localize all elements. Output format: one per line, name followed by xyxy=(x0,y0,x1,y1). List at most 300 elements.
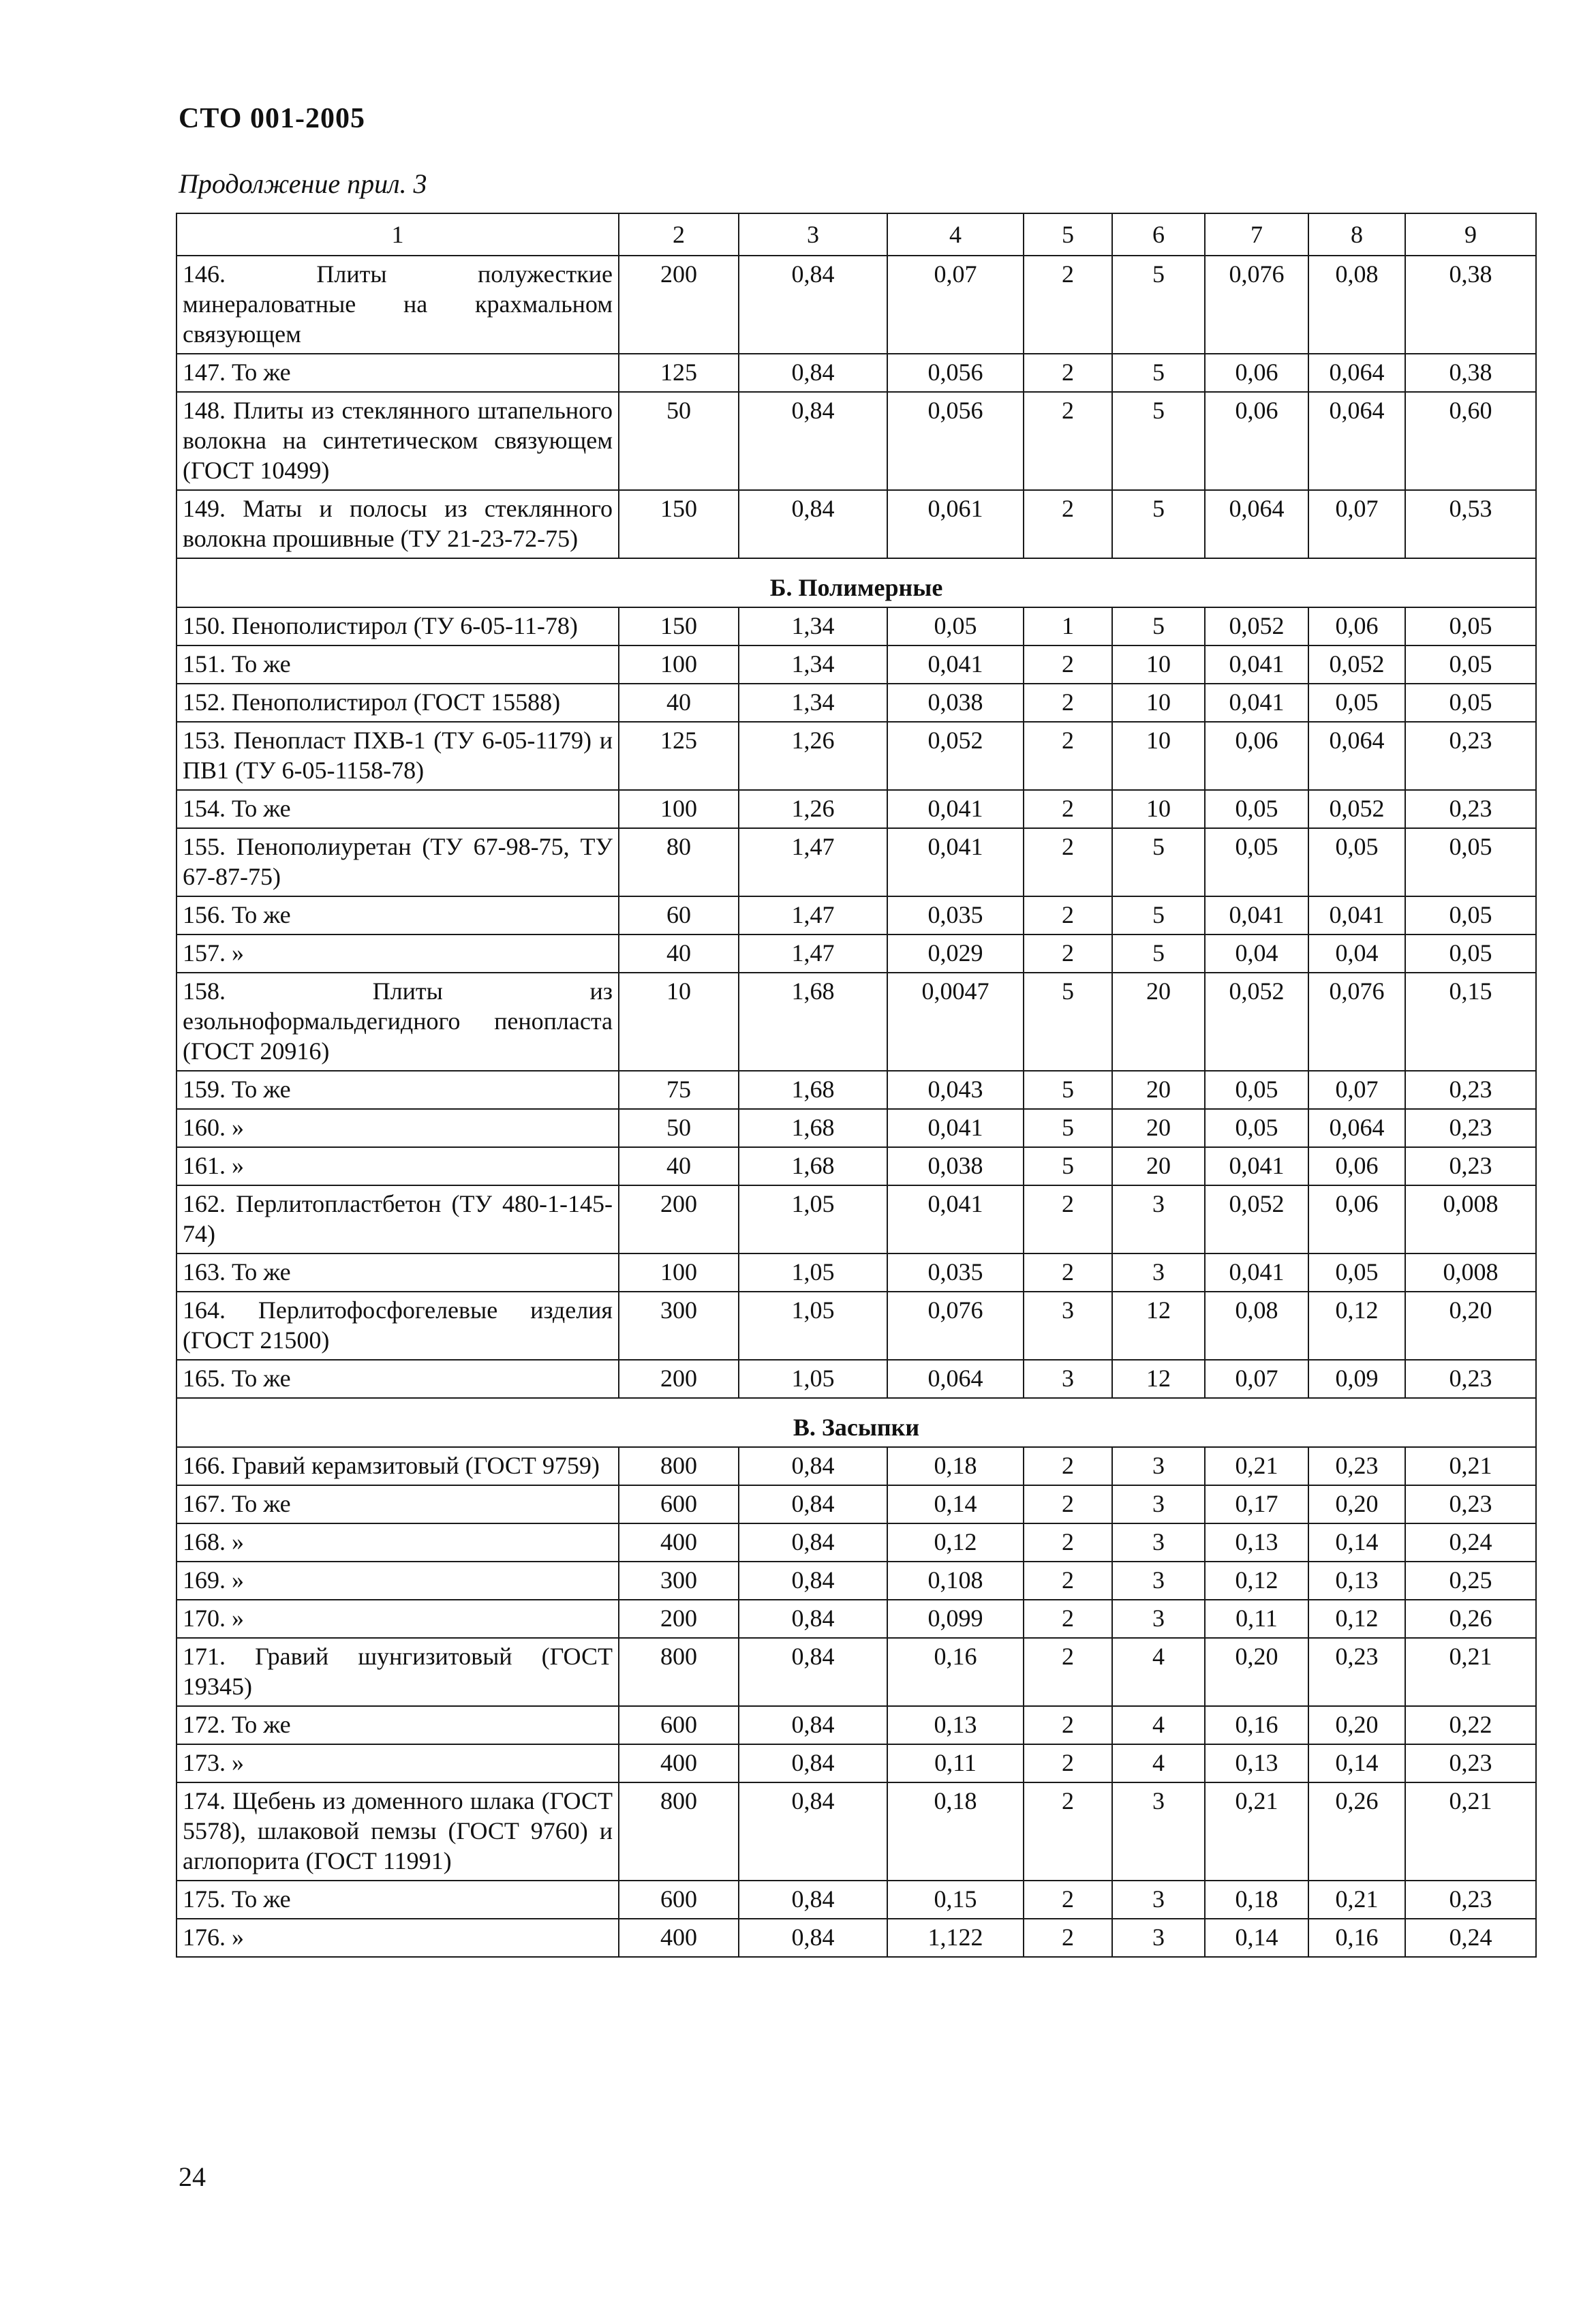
value-cell: 0,041 xyxy=(887,645,1024,684)
value-cell: 3 xyxy=(1112,1881,1205,1919)
value-cell: 1,26 xyxy=(739,790,887,828)
value-cell: 1,68 xyxy=(739,973,887,1071)
value-cell: 0,18 xyxy=(887,1447,1024,1485)
value-cell: 2 xyxy=(1024,490,1112,558)
value-cell: 0,16 xyxy=(887,1638,1024,1706)
value-cell: 5 xyxy=(1112,896,1205,934)
value-cell: 1,34 xyxy=(739,684,887,722)
value-cell: 125 xyxy=(619,722,739,790)
value-cell: 0,84 xyxy=(739,354,887,392)
value-cell: 0,20 xyxy=(1405,1292,1536,1360)
value-cell: 2 xyxy=(1024,354,1112,392)
value-cell: 0,21 xyxy=(1405,1638,1536,1706)
value-cell: 10 xyxy=(1112,645,1205,684)
table-row xyxy=(177,722,1536,790)
value-cell: 0,84 xyxy=(739,490,887,558)
value-cell: 100 xyxy=(619,645,739,684)
value-cell: 125 xyxy=(619,354,739,392)
value-cell: 0,08 xyxy=(1205,1292,1308,1360)
table-row xyxy=(177,392,1536,490)
value-cell: 0,84 xyxy=(739,1562,887,1600)
value-cell: 0,84 xyxy=(739,1744,887,1782)
value-cell: 5 xyxy=(1112,490,1205,558)
table-row xyxy=(177,1881,1536,1919)
value-cell: 0,06 xyxy=(1205,392,1308,490)
value-cell: 10 xyxy=(1112,684,1205,722)
value-cell: 0,14 xyxy=(887,1485,1024,1523)
table-row xyxy=(177,1782,1536,1881)
material-name-cell: 166. Гравий керамзитовый (ГОСТ 9759) xyxy=(177,1447,619,1485)
value-cell: 800 xyxy=(619,1638,739,1706)
value-cell: 0,05 xyxy=(1405,607,1536,645)
value-cell: 20 xyxy=(1112,1109,1205,1147)
value-cell: 10 xyxy=(619,973,739,1071)
material-name-cell: 174. Щебень из доменного шлака (ГОСТ 5578), шлаковой пемзы (ГОСТ 9760) и аглопорита (ГОСТ 11991) xyxy=(177,1782,619,1881)
value-cell: 0,12 xyxy=(1308,1600,1405,1638)
value-cell: 0,056 xyxy=(887,354,1024,392)
value-cell: 300 xyxy=(619,1292,739,1360)
column-number: 2 xyxy=(619,213,739,256)
value-cell: 3 xyxy=(1112,1600,1205,1638)
column-number: 3 xyxy=(739,213,887,256)
value-cell: 0,008 xyxy=(1405,1185,1536,1253)
value-cell: 0,84 xyxy=(739,1706,887,1744)
column-number: 6 xyxy=(1112,213,1205,256)
value-cell: 0,06 xyxy=(1205,722,1308,790)
value-cell: 2 xyxy=(1024,1638,1112,1706)
value-cell: 0,23 xyxy=(1405,1109,1536,1147)
material-name-cell: 173. » xyxy=(177,1744,619,1782)
value-cell: 0,041 xyxy=(1205,896,1308,934)
table-row xyxy=(177,790,1536,828)
material-name-cell: 165. То же xyxy=(177,1360,619,1398)
value-cell: 0,11 xyxy=(1205,1600,1308,1638)
value-cell: 0,53 xyxy=(1405,490,1536,558)
value-cell: 3 xyxy=(1112,1447,1205,1485)
value-cell: 0,84 xyxy=(739,1782,887,1881)
value-cell: 0,04 xyxy=(1308,934,1405,973)
value-cell: 0,064 xyxy=(1205,490,1308,558)
material-name-cell: 156. То же xyxy=(177,896,619,934)
value-cell: 10 xyxy=(1112,790,1205,828)
column-number: 4 xyxy=(887,213,1024,256)
value-cell: 0,029 xyxy=(887,934,1024,973)
value-cell: 0,21 xyxy=(1405,1447,1536,1485)
value-cell: 200 xyxy=(619,1600,739,1638)
value-cell: 0,84 xyxy=(739,392,887,490)
table-row xyxy=(177,354,1536,392)
value-cell: 2 xyxy=(1024,896,1112,934)
value-cell: 10 xyxy=(1112,722,1205,790)
value-cell: 2 xyxy=(1024,1447,1112,1485)
value-cell: 0,23 xyxy=(1405,1147,1536,1185)
value-cell: 3 xyxy=(1024,1360,1112,1398)
value-cell: 50 xyxy=(619,392,739,490)
value-cell: 5 xyxy=(1112,828,1205,896)
value-cell: 0,23 xyxy=(1308,1447,1405,1485)
value-cell: 0,052 xyxy=(1308,645,1405,684)
value-cell: 0,041 xyxy=(887,1185,1024,1253)
value-cell: 0,14 xyxy=(1205,1919,1308,1957)
material-name-cell: 158. Плиты из езольноформальдегидного пенопласта (ГОСТ 20916) xyxy=(177,973,619,1071)
value-cell: 5 xyxy=(1112,256,1205,354)
column-number-row xyxy=(177,213,1536,256)
value-cell: 3 xyxy=(1024,1292,1112,1360)
table-row xyxy=(177,607,1536,645)
value-cell: 400 xyxy=(619,1919,739,1957)
table-row xyxy=(177,1706,1536,1744)
value-cell: 0,17 xyxy=(1205,1485,1308,1523)
table-row xyxy=(177,896,1536,934)
value-cell: 0,099 xyxy=(887,1600,1024,1638)
value-cell: 0,12 xyxy=(887,1523,1024,1562)
value-cell: 0,24 xyxy=(1405,1523,1536,1562)
value-cell: 0,05 xyxy=(1205,1109,1308,1147)
value-cell: 2 xyxy=(1024,256,1112,354)
material-name-cell: 176. » xyxy=(177,1919,619,1957)
table-row xyxy=(177,1919,1536,1957)
table-row xyxy=(177,1562,1536,1600)
value-cell: 150 xyxy=(619,490,739,558)
value-cell: 0,11 xyxy=(887,1744,1024,1782)
value-cell: 3 xyxy=(1112,1253,1205,1292)
value-cell: 0,15 xyxy=(1405,973,1536,1071)
value-cell: 200 xyxy=(619,1360,739,1398)
material-name-cell: 152. Пенополистирол (ГОСТ 15588) xyxy=(177,684,619,722)
column-number: 7 xyxy=(1205,213,1308,256)
document-code: СТО 001-2005 xyxy=(179,103,365,134)
value-cell: 0,07 xyxy=(1308,1071,1405,1109)
value-cell: 0,12 xyxy=(1308,1292,1405,1360)
value-cell: 0,84 xyxy=(739,1523,887,1562)
value-cell: 200 xyxy=(619,256,739,354)
value-cell: 1 xyxy=(1024,607,1112,645)
value-cell: 2 xyxy=(1024,1253,1112,1292)
value-cell: 1,34 xyxy=(739,645,887,684)
value-cell: 0,06 xyxy=(1205,354,1308,392)
material-name-cell: 168. » xyxy=(177,1523,619,1562)
value-cell: 2 xyxy=(1024,645,1112,684)
value-cell: 50 xyxy=(619,1109,739,1147)
value-cell: 0,16 xyxy=(1308,1919,1405,1957)
page-number: 24 xyxy=(179,2161,206,2192)
value-cell: 2 xyxy=(1024,1782,1112,1881)
value-cell: 0,84 xyxy=(739,256,887,354)
value-cell: 2 xyxy=(1024,1600,1112,1638)
column-number: 5 xyxy=(1024,213,1112,256)
material-name-cell: 169. » xyxy=(177,1562,619,1600)
value-cell: 0,07 xyxy=(887,256,1024,354)
material-name-cell: 170. » xyxy=(177,1600,619,1638)
material-name-cell: 161. » xyxy=(177,1147,619,1185)
value-cell: 0,05 xyxy=(1308,684,1405,722)
value-cell: 2 xyxy=(1024,1706,1112,1744)
value-cell: 0,14 xyxy=(1308,1523,1405,1562)
value-cell: 0,16 xyxy=(1205,1706,1308,1744)
value-cell: 12 xyxy=(1112,1360,1205,1398)
section-row xyxy=(177,1398,1536,1447)
material-name-cell: 175. То же xyxy=(177,1881,619,1919)
value-cell: 2 xyxy=(1024,790,1112,828)
value-cell: 0,84 xyxy=(739,1919,887,1957)
value-cell: 0,23 xyxy=(1405,1881,1536,1919)
value-cell: 5 xyxy=(1112,392,1205,490)
column-number: 1 xyxy=(177,213,619,256)
value-cell: 300 xyxy=(619,1562,739,1600)
material-name-cell: 153. Пенопласт ПХВ-1 (ТУ 6-05-1179) и ПВ1 (ТУ 6-05-1158-78) xyxy=(177,722,619,790)
value-cell: 0,20 xyxy=(1308,1706,1405,1744)
value-cell: 0,13 xyxy=(887,1706,1024,1744)
value-cell: 2 xyxy=(1024,722,1112,790)
value-cell: 60 xyxy=(619,896,739,934)
value-cell: 0,064 xyxy=(1308,354,1405,392)
value-cell: 3 xyxy=(1112,1523,1205,1562)
value-cell: 0,041 xyxy=(1308,896,1405,934)
table-row xyxy=(177,1253,1536,1292)
material-name-cell: 148. Плиты из стеклянного штапельного волокна на синтетическом связующем (ГОСТ 10499) xyxy=(177,392,619,490)
value-cell: 0,21 xyxy=(1205,1447,1308,1485)
value-cell: 0,05 xyxy=(1405,645,1536,684)
value-cell: 0,05 xyxy=(1205,790,1308,828)
value-cell: 1,26 xyxy=(739,722,887,790)
table-row xyxy=(177,1071,1536,1109)
value-cell: 40 xyxy=(619,1147,739,1185)
value-cell: 1,34 xyxy=(739,607,887,645)
value-cell: 2 xyxy=(1024,1523,1112,1562)
value-cell: 0,06 xyxy=(1308,1185,1405,1253)
value-cell: 4 xyxy=(1112,1706,1205,1744)
value-cell: 0,035 xyxy=(887,1253,1024,1292)
table-row xyxy=(177,1185,1536,1253)
value-cell: 0,23 xyxy=(1405,790,1536,828)
value-cell: 0,21 xyxy=(1205,1782,1308,1881)
table-row xyxy=(177,934,1536,973)
table-row xyxy=(177,490,1536,558)
table-row xyxy=(177,256,1536,354)
value-cell: 5 xyxy=(1024,1071,1112,1109)
value-cell: 3 xyxy=(1112,1185,1205,1253)
value-cell: 0,26 xyxy=(1308,1782,1405,1881)
value-cell: 0,08 xyxy=(1308,256,1405,354)
continuation-note: Продолжение прил. 3 xyxy=(179,168,427,199)
value-cell: 0,05 xyxy=(1308,1253,1405,1292)
value-cell: 0,07 xyxy=(1205,1360,1308,1398)
value-cell: 1,05 xyxy=(739,1292,887,1360)
value-cell: 0,076 xyxy=(887,1292,1024,1360)
value-cell: 800 xyxy=(619,1782,739,1881)
material-name-cell: 151. То же xyxy=(177,645,619,684)
section-title: Б. Полимерные xyxy=(177,558,1536,607)
value-cell: 0,041 xyxy=(1205,645,1308,684)
value-cell: 0,064 xyxy=(1308,722,1405,790)
value-cell: 0,06 xyxy=(1308,607,1405,645)
value-cell: 0,05 xyxy=(1405,684,1536,722)
value-cell: 40 xyxy=(619,934,739,973)
value-cell: 0,05 xyxy=(1405,934,1536,973)
table-row xyxy=(177,1600,1536,1638)
value-cell: 0,84 xyxy=(739,1881,887,1919)
table-body xyxy=(177,213,1536,1957)
value-cell: 80 xyxy=(619,828,739,896)
table-row xyxy=(177,1485,1536,1523)
value-cell: 2 xyxy=(1024,828,1112,896)
column-number: 8 xyxy=(1308,213,1405,256)
value-cell: 5 xyxy=(1112,607,1205,645)
value-cell: 0,052 xyxy=(1205,1185,1308,1253)
material-name-cell: 167. То же xyxy=(177,1485,619,1523)
value-cell: 0,052 xyxy=(887,722,1024,790)
value-cell: 2 xyxy=(1024,392,1112,490)
material-name-cell: 163. То же xyxy=(177,1253,619,1292)
table-row xyxy=(177,1447,1536,1485)
value-cell: 0,23 xyxy=(1405,1744,1536,1782)
value-cell: 0,13 xyxy=(1308,1562,1405,1600)
value-cell: 0,21 xyxy=(1405,1782,1536,1881)
value-cell: 0,043 xyxy=(887,1071,1024,1109)
value-cell: 2 xyxy=(1024,1485,1112,1523)
value-cell: 0,84 xyxy=(739,1638,887,1706)
table-row xyxy=(177,1744,1536,1782)
value-cell: 0,84 xyxy=(739,1485,887,1523)
material-name-cell: 159. То же xyxy=(177,1071,619,1109)
material-name-cell: 157. » xyxy=(177,934,619,973)
material-name-cell: 162. Перлитопластбетон (ТУ 480-1-145-74) xyxy=(177,1185,619,1253)
value-cell: 0,18 xyxy=(887,1782,1024,1881)
value-cell: 1,47 xyxy=(739,896,887,934)
value-cell: 4 xyxy=(1112,1638,1205,1706)
value-cell: 5 xyxy=(1112,934,1205,973)
value-cell: 2 xyxy=(1024,1562,1112,1600)
value-cell: 2 xyxy=(1024,1881,1112,1919)
value-cell: 0,04 xyxy=(1205,934,1308,973)
value-cell: 2 xyxy=(1024,1919,1112,1957)
value-cell: 0,06 xyxy=(1308,1147,1405,1185)
material-name-cell: 171. Гравий шунгизитовый (ГОСТ 19345) xyxy=(177,1638,619,1706)
value-cell: 3 xyxy=(1112,1562,1205,1600)
value-cell: 200 xyxy=(619,1185,739,1253)
value-cell: 3 xyxy=(1112,1919,1205,1957)
value-cell: 0,05 xyxy=(1308,828,1405,896)
value-cell: 0,20 xyxy=(1205,1638,1308,1706)
table-row xyxy=(177,1523,1536,1562)
material-name-cell: 154. То же xyxy=(177,790,619,828)
value-cell: 0,25 xyxy=(1405,1562,1536,1600)
value-cell: 0,041 xyxy=(1205,1147,1308,1185)
value-cell: 1,47 xyxy=(739,934,887,973)
table-row xyxy=(177,1292,1536,1360)
material-name-cell: 164. Перлитофосфогелевые изделия (ГОСТ 21500) xyxy=(177,1292,619,1360)
value-cell: 0,23 xyxy=(1405,1360,1536,1398)
value-cell: 1,68 xyxy=(739,1147,887,1185)
value-cell: 0,22 xyxy=(1405,1706,1536,1744)
value-cell: 0,056 xyxy=(887,392,1024,490)
value-cell: 1,47 xyxy=(739,828,887,896)
value-cell: 75 xyxy=(619,1071,739,1109)
value-cell: 1,68 xyxy=(739,1109,887,1147)
value-cell: 800 xyxy=(619,1447,739,1485)
value-cell: 0,038 xyxy=(887,684,1024,722)
value-cell: 1,05 xyxy=(739,1253,887,1292)
value-cell: 40 xyxy=(619,684,739,722)
value-cell: 0,05 xyxy=(1405,828,1536,896)
value-cell: 20 xyxy=(1112,1147,1205,1185)
value-cell: 100 xyxy=(619,1253,739,1292)
value-cell: 3 xyxy=(1112,1782,1205,1881)
value-cell: 0,108 xyxy=(887,1562,1024,1600)
value-cell: 0,14 xyxy=(1308,1744,1405,1782)
value-cell: 0,84 xyxy=(739,1600,887,1638)
value-cell: 0,15 xyxy=(887,1881,1024,1919)
value-cell: 5 xyxy=(1024,1109,1112,1147)
value-cell: 400 xyxy=(619,1744,739,1782)
value-cell: 0,05 xyxy=(1205,1071,1308,1109)
value-cell: 0,38 xyxy=(1405,354,1536,392)
value-cell: 1,05 xyxy=(739,1360,887,1398)
material-name-cell: 155. Пенополиуретан (ТУ 67-98-75, ТУ 67-87-75) xyxy=(177,828,619,896)
value-cell: 0,20 xyxy=(1308,1485,1405,1523)
column-number: 9 xyxy=(1405,213,1536,256)
value-cell: 0,035 xyxy=(887,896,1024,934)
value-cell: 0,041 xyxy=(887,828,1024,896)
value-cell: 0,18 xyxy=(1205,1881,1308,1919)
value-cell: 0,05 xyxy=(887,607,1024,645)
properties-table xyxy=(176,213,1537,1958)
value-cell: 0,09 xyxy=(1308,1360,1405,1398)
value-cell: 0,052 xyxy=(1205,607,1308,645)
value-cell: 4 xyxy=(1112,1744,1205,1782)
value-cell: 20 xyxy=(1112,973,1205,1071)
table-row xyxy=(177,828,1536,896)
value-cell: 0,13 xyxy=(1205,1523,1308,1562)
value-cell: 12 xyxy=(1112,1292,1205,1360)
table-row xyxy=(177,1360,1536,1398)
value-cell: 400 xyxy=(619,1523,739,1562)
value-cell: 3 xyxy=(1112,1485,1205,1523)
value-cell: 0,0047 xyxy=(887,973,1024,1071)
value-cell: 0,041 xyxy=(887,1109,1024,1147)
table-row xyxy=(177,1638,1536,1706)
value-cell: 1,122 xyxy=(887,1919,1024,1957)
table-row xyxy=(177,645,1536,684)
value-cell: 100 xyxy=(619,790,739,828)
value-cell: 0,23 xyxy=(1405,1485,1536,1523)
value-cell: 0,008 xyxy=(1405,1253,1536,1292)
value-cell: 0,061 xyxy=(887,490,1024,558)
value-cell: 0,038 xyxy=(887,1147,1024,1185)
material-name-cell: 149. Маты и полосы из стеклянного волокна прошивные (ТУ 21-23-72-75) xyxy=(177,490,619,558)
material-name-cell: 147. То же xyxy=(177,354,619,392)
value-cell: 0,064 xyxy=(1308,1109,1405,1147)
value-cell: 600 xyxy=(619,1706,739,1744)
table-row xyxy=(177,1109,1536,1147)
value-cell: 0,05 xyxy=(1405,896,1536,934)
material-name-cell: 172. То же xyxy=(177,1706,619,1744)
value-cell: 0,052 xyxy=(1308,790,1405,828)
value-cell: 1,05 xyxy=(739,1185,887,1253)
value-cell: 0,041 xyxy=(1205,684,1308,722)
material-name-cell: 150. Пенополистирол (ТУ 6-05-11-78) xyxy=(177,607,619,645)
value-cell: 0,38 xyxy=(1405,256,1536,354)
value-cell: 0,24 xyxy=(1405,1919,1536,1957)
value-cell: 0,064 xyxy=(1308,392,1405,490)
value-cell: 0,23 xyxy=(1308,1638,1405,1706)
section-row xyxy=(177,558,1536,607)
value-cell: 0,064 xyxy=(887,1360,1024,1398)
value-cell: 5 xyxy=(1024,973,1112,1071)
value-cell: 0,21 xyxy=(1308,1881,1405,1919)
value-cell: 0,041 xyxy=(887,790,1024,828)
value-cell: 0,076 xyxy=(1308,973,1405,1071)
